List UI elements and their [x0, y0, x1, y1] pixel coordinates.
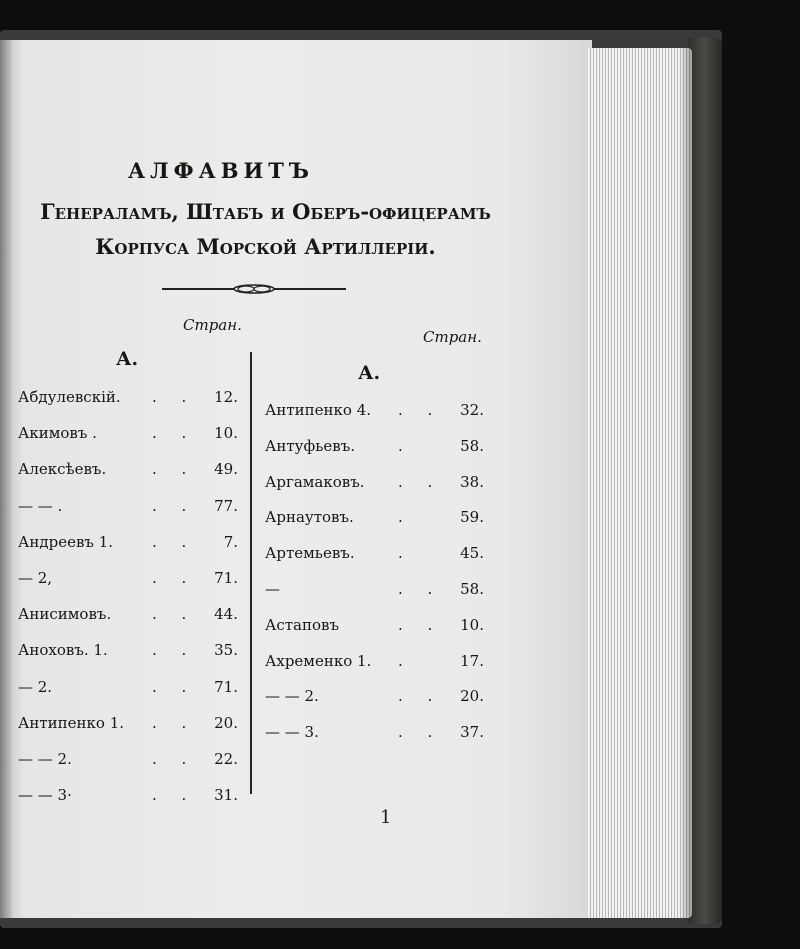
index-entry [18, 605, 238, 625]
index-entry [18, 750, 238, 770]
entry-leader-dots: . . [398, 580, 443, 598]
entry-leader-dots: . . [152, 750, 197, 768]
entry-leader-dots: . . [152, 569, 197, 587]
entry-page-number: 22. [214, 750, 238, 768]
entry-leader-dots: . . [398, 723, 443, 742]
entry-page-number: 58. [460, 436, 484, 455]
index-entry [18, 424, 238, 444]
entry-page-number: 10. [214, 424, 238, 443]
right-column-letter: А. [358, 362, 381, 384]
entry-page-number: 7. [223, 532, 238, 551]
index-entry [265, 580, 484, 600]
entry-page-number: 77. [214, 496, 238, 515]
entry-page-number: 71. [214, 677, 238, 696]
entry-name: Аноховъ. 1. [18, 641, 108, 660]
entry-name: Астаповъ [265, 615, 340, 634]
entry-page-number: 32. [460, 401, 484, 419]
index-entry [265, 544, 484, 564]
entry-name: Антуфьевъ. [265, 436, 356, 455]
entry-leader-dots: . . [398, 472, 443, 491]
left-column-letter: А. [116, 348, 139, 370]
entry-name: Алексѣевъ. [18, 460, 107, 479]
entry-name: — [265, 580, 280, 598]
entry-leader-dots: . . [152, 496, 197, 515]
column-divider [250, 352, 252, 794]
index-entry [18, 569, 238, 589]
right-column-header: Стран. [423, 328, 482, 346]
entry-page-number: 59. [460, 508, 484, 527]
entry-page-number: 37. [460, 723, 484, 742]
entry-name: — — 3. [265, 723, 319, 742]
entry-page-number: 71. [214, 569, 238, 587]
entry-page-number: 49. [214, 460, 238, 479]
entry-page-number: 10. [460, 615, 484, 634]
index-entry [18, 497, 238, 517]
entry-page-number: 35. [214, 641, 238, 660]
entry-leader-dots: . . [398, 615, 443, 634]
entry-leader-dots: . . [152, 677, 197, 696]
index-entry [265, 437, 484, 457]
entry-leader-dots: . . [152, 388, 197, 406]
index-entry [18, 460, 238, 480]
entry-name: — 2, [18, 569, 53, 587]
index-entry [18, 533, 238, 553]
entry-name: Акимовъ . [18, 424, 97, 443]
entry-leader-dots: . . [152, 460, 197, 479]
index-entry [18, 641, 238, 661]
entry-name: Анисимовъ. [18, 605, 112, 624]
entry-leader-dots: . [398, 651, 413, 670]
entry-leader-dots: . . [152, 532, 197, 551]
left-column-header: Стран. [183, 316, 242, 334]
entry-page-number: 31. [214, 786, 238, 805]
entry-leader-dots: . . [152, 605, 197, 624]
entry-name: — — 2. [265, 687, 319, 706]
entry-name: — — 2. [18, 750, 72, 768]
entry-name: Антипенко 4. [265, 401, 372, 419]
entry-name: Артемьевъ. [265, 544, 355, 563]
entry-name: — — . [18, 496, 63, 515]
index-entry [265, 616, 484, 636]
page-gutter [0, 40, 12, 918]
entry-name: Арнаутовъ. [265, 508, 354, 527]
index-entry [265, 687, 484, 707]
index-entry [18, 786, 238, 806]
entry-leader-dots: . . [152, 424, 197, 443]
entry-page-number: 38. [460, 472, 484, 491]
entry-name: Абдулевскiй. [18, 388, 121, 406]
entry-page-number: 20. [460, 687, 484, 706]
entry-page-number: 45. [460, 544, 484, 563]
index-entry [18, 678, 238, 698]
page-subtitle-line-2: Корпуса Морской Артиллерiи. [95, 234, 436, 259]
entry-leader-dots: . . [152, 641, 197, 660]
entry-page-number: 20. [214, 713, 238, 732]
page-number: 1 [380, 807, 392, 828]
index-entry [18, 714, 238, 734]
index-entry [265, 723, 484, 743]
index-entry [265, 473, 484, 493]
index-entry [265, 401, 484, 421]
entry-leader-dots: . [398, 508, 413, 527]
entry-leader-dots: . [398, 544, 413, 563]
entry-leader-dots: . . [398, 401, 443, 419]
entry-name: Андреевъ 1. [18, 532, 114, 551]
ornament-rule [160, 282, 348, 296]
entry-name: Ахременко 1. [265, 651, 372, 670]
entry-page-number: 17. [460, 651, 484, 670]
index-entry [18, 388, 238, 408]
page-subtitle-line-1: Генераламъ, Штабъ и Оберъ-офицерамъ [40, 199, 491, 224]
entry-name: Аргамаковъ. [265, 472, 365, 491]
entry-leader-dots: . . [398, 687, 443, 706]
index-entry [265, 652, 484, 672]
page-edges [588, 48, 692, 918]
entry-page-number: 44. [214, 605, 238, 624]
entry-name: — — 3· [18, 786, 72, 805]
index-entry [265, 508, 484, 528]
entry-page-number: 58. [460, 580, 484, 598]
entry-name: — 2. [18, 677, 53, 696]
entry-leader-dots: . . [152, 713, 197, 732]
book-spine-edge [688, 38, 722, 924]
entry-leader-dots: . [398, 436, 413, 455]
page-title: АЛФАВИТЪ [128, 158, 315, 183]
entry-page-number: 12. [214, 388, 238, 406]
entry-name: Антипенко 1. [18, 713, 125, 732]
entry-leader-dots: . . [152, 786, 197, 805]
